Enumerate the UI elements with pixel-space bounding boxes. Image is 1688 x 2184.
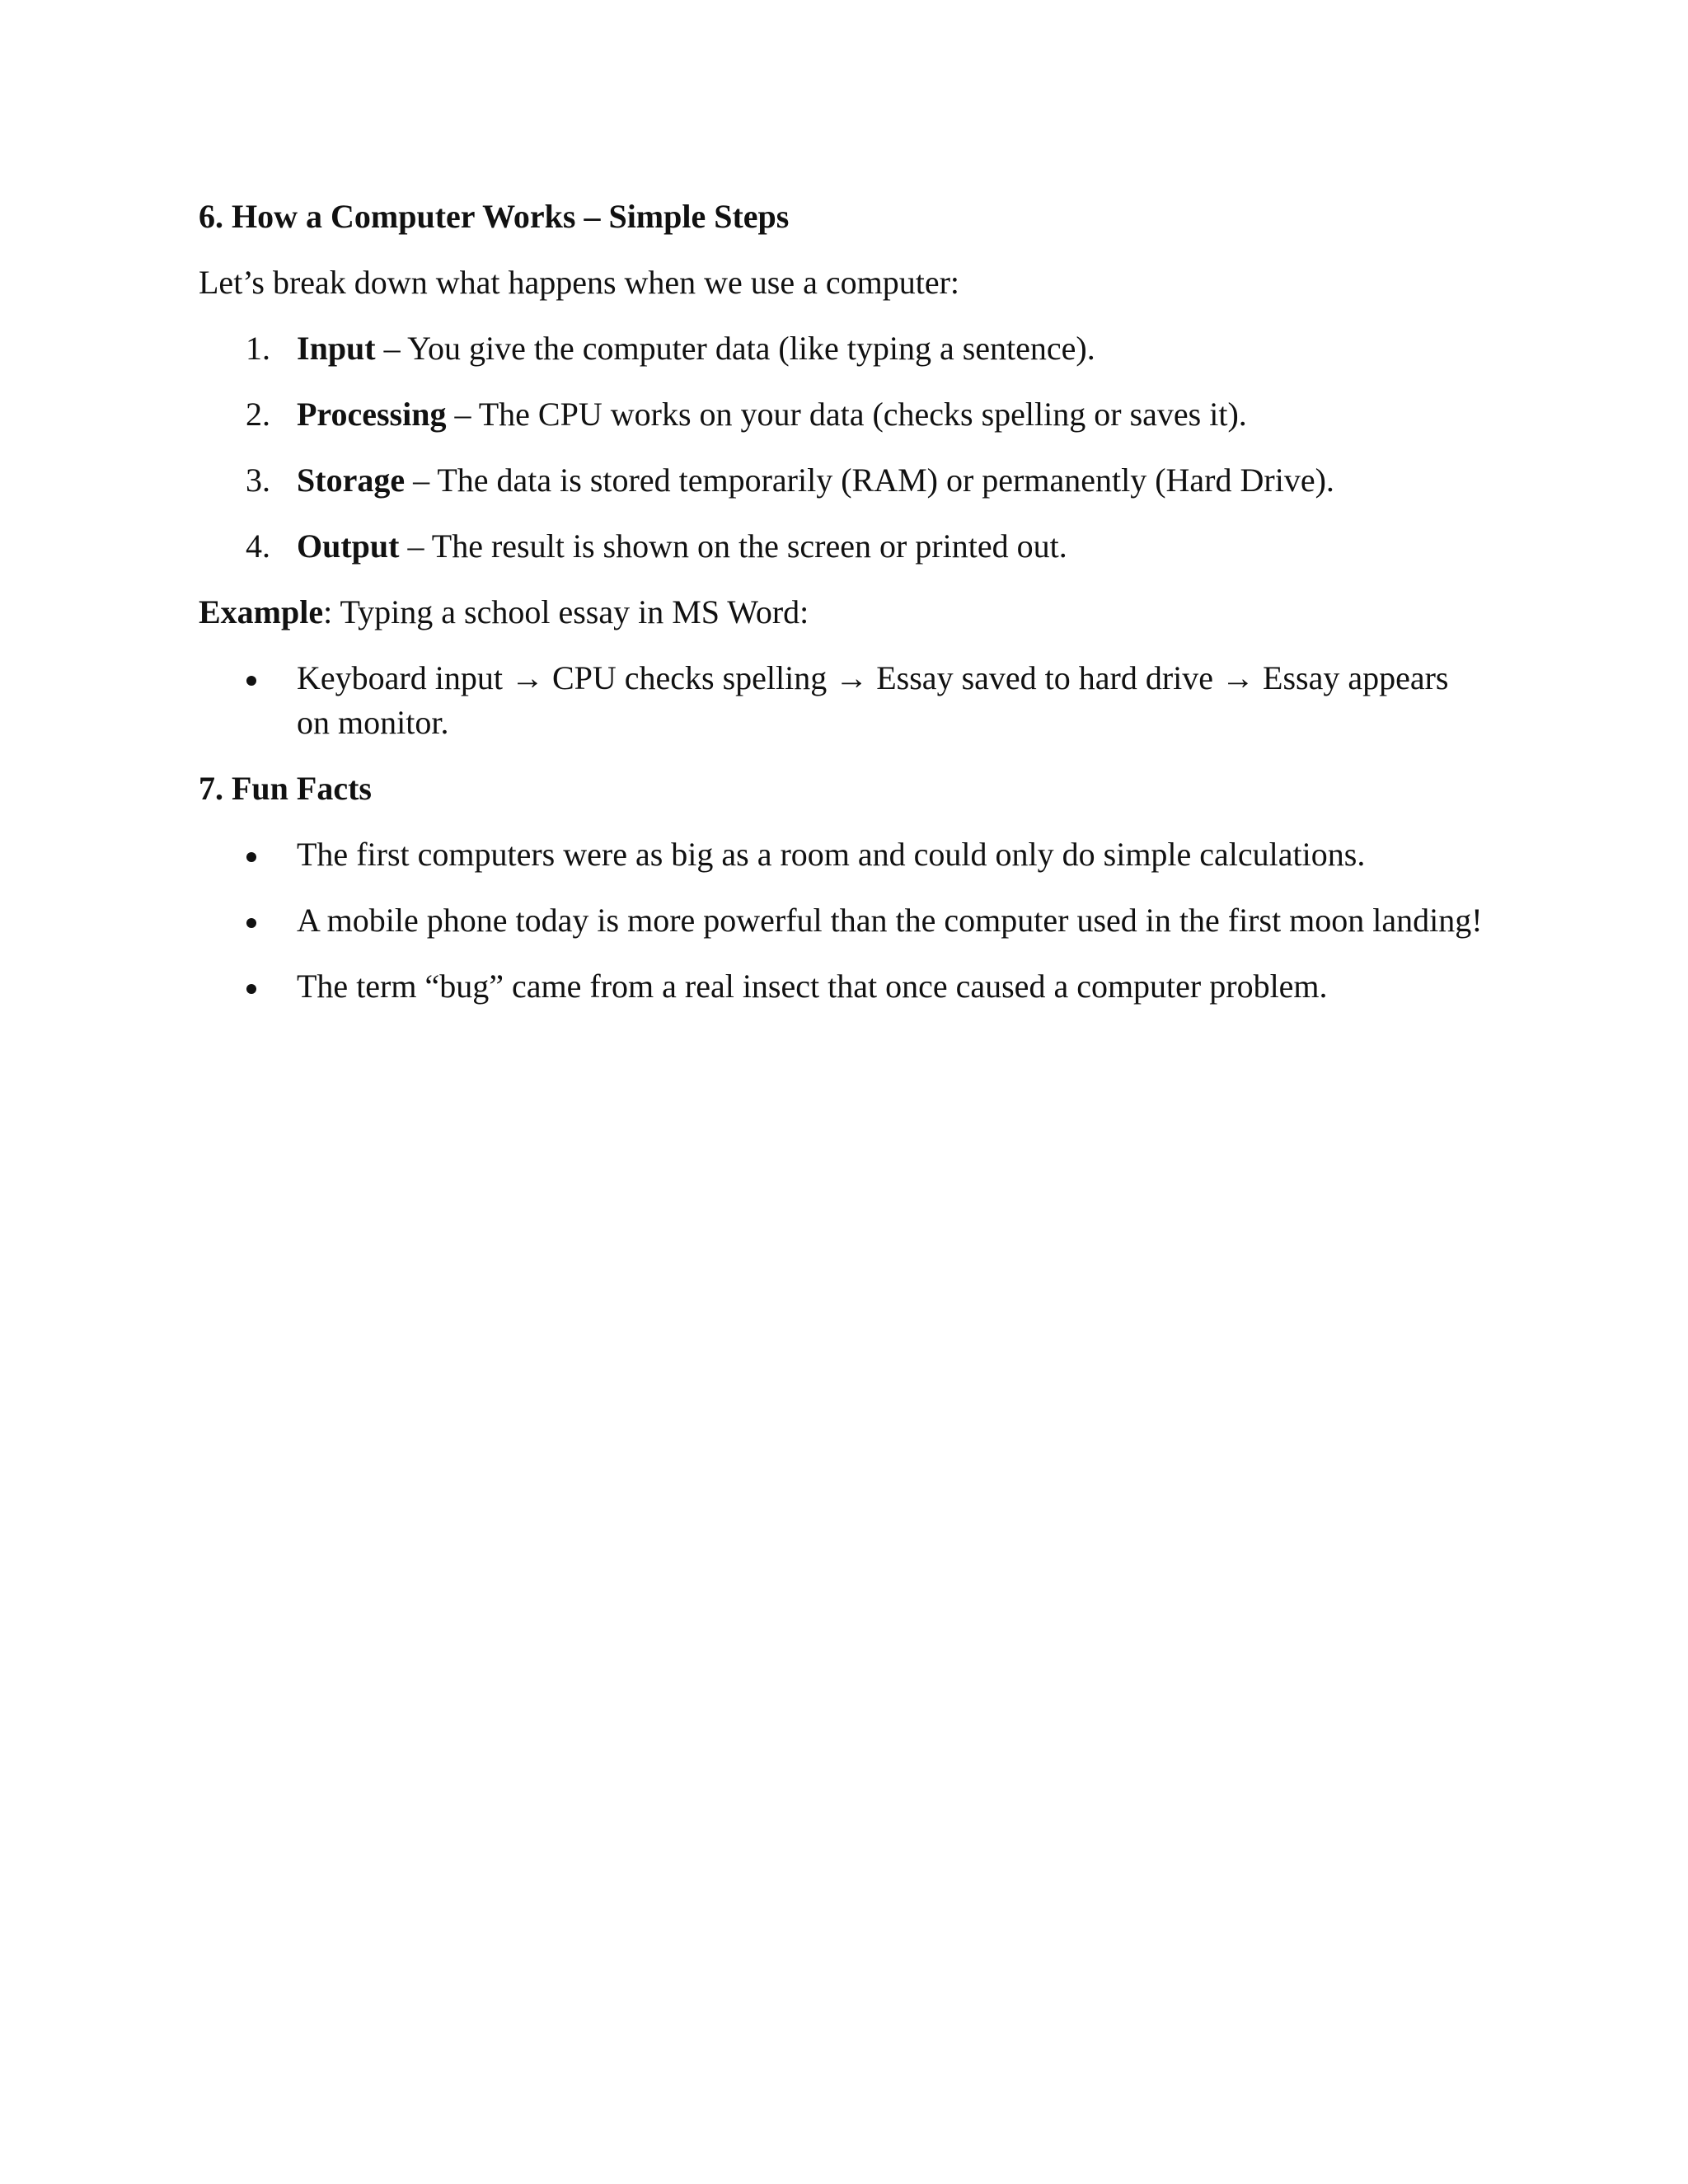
step-number: 1.: [246, 330, 270, 367]
fun-fact-text: The term “bug” came from a real insect that once caused a computer problem.: [297, 968, 1328, 1005]
page-content: [199, 194, 1517, 1030]
bullet-dot: [246, 852, 256, 862]
example-bullet-list: [199, 656, 1517, 745]
step-text: – The CPU works on your data (checks spelling or saves it).: [446, 396, 1247, 433]
step-text: – The result is shown on the screen or printed out.: [399, 527, 1067, 565]
fun-facts-list: [199, 832, 1517, 1009]
section-7-heading: 7. Fun Facts: [199, 770, 372, 807]
step-item: [199, 458, 1517, 503]
bullet-dot: [246, 918, 256, 928]
example-line: [199, 590, 1517, 635]
step-item: [199, 326, 1517, 371]
example-text: : Typing a school essay in MS Word:: [323, 593, 809, 630]
bullet-dot: [246, 676, 256, 686]
fun-fact-text: A mobile phone today is more powerful than the computer used in the first moon landing!: [297, 902, 1483, 939]
step-item: [199, 524, 1517, 569]
fun-fact-item: [199, 832, 1517, 877]
example-label: Example: [199, 593, 324, 630]
step-term: Input: [297, 330, 376, 367]
step-term: Output: [297, 527, 400, 565]
step-number: 2.: [246, 396, 270, 433]
step-number: 3.: [246, 462, 270, 499]
step-term: Storage: [297, 462, 406, 499]
section-6-heading: 6. How a Computer Works – Simple Steps: [199, 198, 790, 235]
step-term: Processing: [297, 396, 447, 433]
step-text: – The data is stored temporarily (RAM) or permanently (Hard Drive).: [405, 462, 1334, 499]
bullet-dot: [246, 984, 256, 994]
step-text: – You give the computer data (like typing a sentence).: [375, 330, 1095, 367]
section-6-intro: Let’s break down what happens when we use a computer:: [199, 264, 960, 301]
steps-list: [199, 326, 1517, 569]
fun-fact-text: The first computers were as big as a room and could only do simple calculations.: [297, 836, 1366, 873]
step-number: 4.: [246, 527, 270, 565]
step-item: [199, 392, 1517, 437]
example-bullet-item: [199, 656, 1517, 745]
fun-fact-item: [199, 898, 1517, 943]
example-bullet-text: Keyboard input → CPU checks spelling → Essay saved to hard drive → Essay appears on monitor.: [297, 659, 1449, 741]
fun-fact-item: [199, 964, 1517, 1009]
